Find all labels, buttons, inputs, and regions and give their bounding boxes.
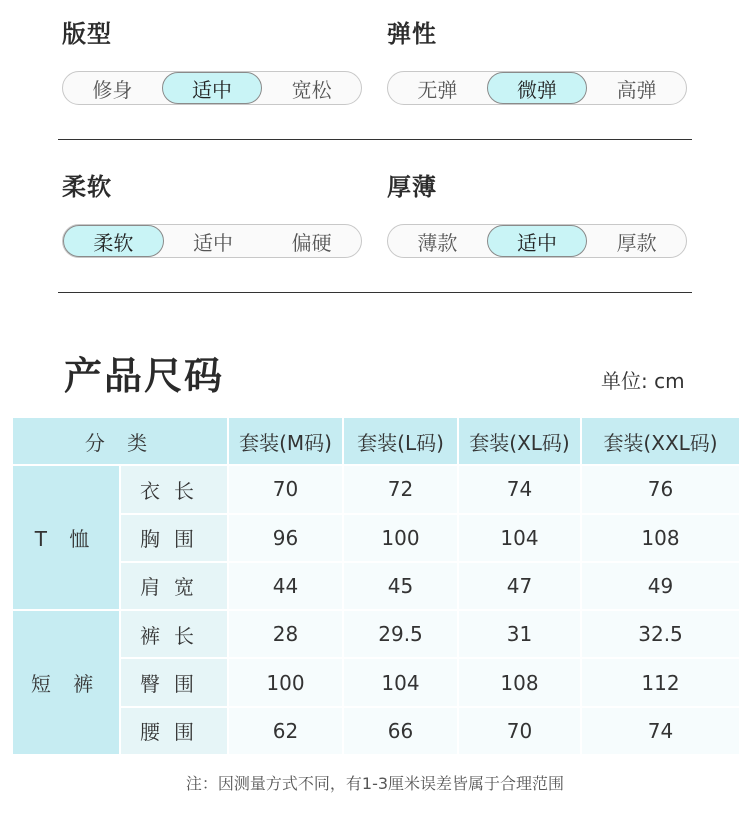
table-row (12, 562, 740, 610)
option-elasticity-slight[interactable]: 微弹 (487, 72, 588, 104)
option-fit-slim[interactable]: 修身 (92, 77, 133, 102)
table-cell: 62 (228, 707, 343, 755)
table-header-row (12, 417, 740, 465)
table-cell: 100 (228, 658, 343, 706)
option-thickness-thin[interactable]: 薄款 (417, 230, 458, 255)
table-cell: 49 (581, 562, 740, 610)
table-cell: 32.5 (581, 610, 740, 658)
option-softness-stiff[interactable]: 偏硬 (291, 230, 332, 255)
column-header: 套装(XL码) (458, 417, 581, 465)
table-cell: 108 (458, 658, 581, 706)
row-label: 胸围 (120, 514, 228, 562)
unit-label: 单位: cm (601, 369, 685, 393)
table-cell: 96 (228, 514, 343, 562)
group-label-tshirt: T 恤 (12, 465, 120, 610)
attribute-title: 版型 (62, 20, 112, 48)
table-row (12, 514, 740, 562)
row-label: 臀围 (120, 658, 228, 706)
fit-selector (62, 71, 362, 105)
table-cell: 66 (343, 707, 458, 755)
column-header: 套装(L码) (343, 417, 458, 465)
table-row (12, 610, 740, 658)
row-label: 腰围 (120, 707, 228, 755)
option-softness-soft[interactable]: 柔软 (63, 225, 164, 257)
column-header: 套装(M码) (228, 417, 343, 465)
divider (58, 292, 692, 293)
attribute-title: 弹性 (387, 20, 437, 48)
table-row (12, 707, 740, 755)
option-fit-loose[interactable]: 宽松 (291, 77, 332, 102)
table-cell: 100 (343, 514, 458, 562)
table-cell: 74 (458, 465, 581, 513)
table-cell: 74 (581, 707, 740, 755)
table-cell: 104 (343, 658, 458, 706)
table-cell: 72 (343, 465, 458, 513)
table-cell: 70 (458, 707, 581, 755)
table-cell: 45 (343, 562, 458, 610)
table-cell: 29.5 (343, 610, 458, 658)
row-label: 衣长 (120, 465, 228, 513)
group-label-shorts: 短 裤 (12, 610, 120, 755)
table-cell: 112 (581, 658, 740, 706)
row-label: 裤长 (120, 610, 228, 658)
table-cell: 44 (228, 562, 343, 610)
column-header: 套装(XXL码) (581, 417, 740, 465)
option-softness-medium[interactable]: 适中 (193, 230, 233, 255)
table-row (12, 658, 740, 706)
table-cell: 76 (581, 465, 740, 513)
table-cell: 104 (458, 514, 581, 562)
table-row (12, 465, 740, 513)
table-cell: 70 (228, 465, 343, 513)
option-thickness-medium[interactable]: 适中 (487, 225, 588, 257)
attribute-title: 柔软 (62, 173, 112, 201)
option-elasticity-none[interactable]: 无弹 (417, 77, 458, 102)
elasticity-selector (387, 71, 687, 105)
attribute-title: 厚薄 (387, 173, 437, 201)
category-header: 分 类 (12, 417, 228, 465)
table-cell: 108 (581, 514, 740, 562)
measurement-note: 注：因测量方式不同，有1-3厘米误差皆属于合理范围 (185, 774, 565, 793)
option-elasticity-high[interactable]: 高弹 (616, 77, 657, 102)
divider (58, 139, 692, 140)
section-title: 产品尺码 (64, 354, 225, 398)
option-thickness-thick[interactable]: 厚款 (616, 230, 657, 255)
thickness-selector (387, 224, 687, 258)
table-cell: 31 (458, 610, 581, 658)
table-cell: 28 (228, 610, 343, 658)
table-cell: 47 (458, 562, 581, 610)
softness-selector (62, 224, 362, 258)
row-label: 肩宽 (120, 562, 228, 610)
option-fit-regular[interactable]: 适中 (162, 72, 263, 104)
size-table (11, 416, 741, 756)
